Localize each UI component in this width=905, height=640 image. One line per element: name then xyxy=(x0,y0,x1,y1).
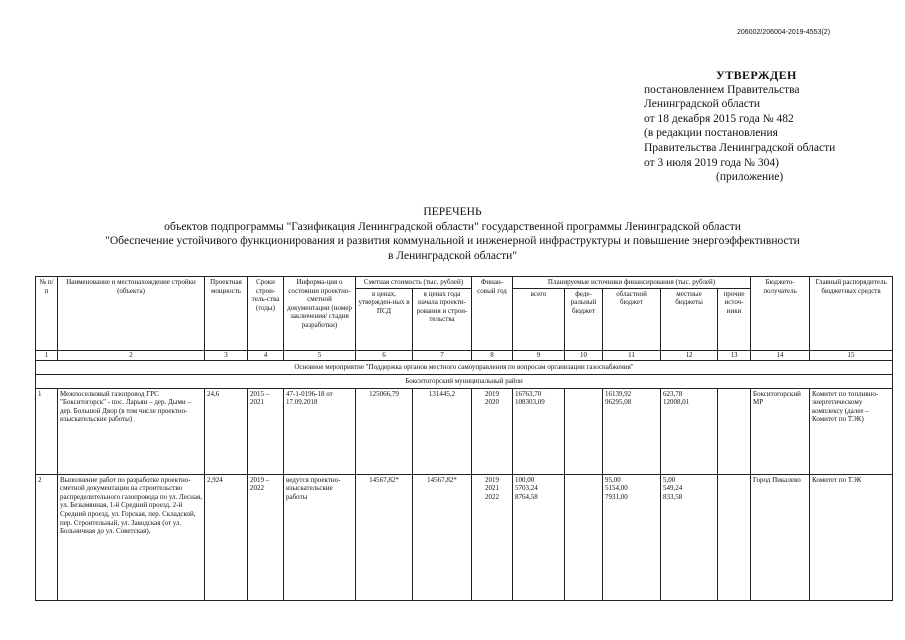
row-info: 47-1-0196-18 от 17.09.2018 xyxy=(284,388,356,474)
col-number: 6 xyxy=(356,350,413,360)
approval-block xyxy=(644,68,835,185)
col-number: 11 xyxy=(603,350,661,360)
header-recipient: Бюджето-получатель xyxy=(751,277,810,351)
objects-table xyxy=(35,276,893,601)
local-value: 623,78 xyxy=(663,389,683,398)
col-number: 12 xyxy=(661,350,718,360)
row-recipient: Город Пикалево xyxy=(751,474,810,600)
row-num: 1 xyxy=(36,388,58,474)
year-value: 2020 xyxy=(485,398,500,407)
document-number: 206002/206004-2019-4553(2) xyxy=(737,29,831,36)
total-value: 100,00 xyxy=(515,475,535,484)
row-name: Выполнение работ по разработке проектно-сметной документации на строительство распределительного газопровода по ул. Лесная, ул. Безымянная, 1-й Средний проезд, 2-й Средний проезд, ул. Горская, пер. Складской, пер. Строительный, ул. Заводская (от ул. Больничная до ул. Советская), xyxy=(58,474,205,600)
year-value: 2019 xyxy=(485,475,500,484)
row-cost-current: 131445,2 xyxy=(413,388,472,474)
col-number: 1 xyxy=(36,350,58,360)
row-cost-current: 14567,82* xyxy=(413,474,472,600)
col-number: 5 xyxy=(284,350,356,360)
column-numbers-row xyxy=(36,350,893,360)
row-capacity: 2,924 xyxy=(205,474,248,600)
year-value: 2022 xyxy=(485,492,500,501)
col-number: 13 xyxy=(718,350,751,360)
heading-line: объектов подпрограммы "Газификация Ленинградской области" государственной программы Ленинградской области xyxy=(164,220,741,233)
col-number: 14 xyxy=(751,350,810,360)
row-local xyxy=(661,388,718,474)
row-years xyxy=(472,474,513,600)
approval-line: (приложение) xyxy=(716,171,784,184)
regional-value: 96295,08 xyxy=(605,398,632,407)
heading-line: "Обеспечение устойчивого функционирования и развития коммунальной и инженерной инфраструктуры и повышение энергоэффективности xyxy=(105,235,800,248)
row-regional xyxy=(603,388,661,474)
header-other: прочие источ-ники xyxy=(718,288,751,350)
header-name: Наименование и местонахождение стройки (объекта) xyxy=(58,277,205,351)
row-num: 2 xyxy=(36,474,58,600)
local-value: 549,24 xyxy=(663,484,683,493)
header-total: всего xyxy=(513,288,565,350)
col-number: 10 xyxy=(565,350,603,360)
approval-line: Правительства Ленинградской области xyxy=(644,141,836,154)
total-value: 8764,58 xyxy=(515,492,538,501)
row-federal xyxy=(565,474,603,600)
approval-line: Ленинградской области xyxy=(644,98,761,111)
local-value: 5,00 xyxy=(663,475,676,484)
regional-value: 5154,00 xyxy=(605,484,628,493)
district-row xyxy=(36,374,893,388)
approval-line: (в редакции постановления xyxy=(644,127,778,140)
col-number: 3 xyxy=(205,350,248,360)
row-manager: Комитет по ТЭК xyxy=(810,474,893,600)
regional-value: 95,00 xyxy=(605,475,621,484)
header-local: местные бюджеты xyxy=(661,288,718,350)
regional-value: 16139,92 xyxy=(605,389,632,398)
approval-title: УТВЕРЖДЕН xyxy=(716,68,797,82)
header-row xyxy=(36,277,893,289)
row-cost-psd: 125066,79 xyxy=(356,388,413,474)
document-heading xyxy=(0,205,905,264)
row-other xyxy=(718,474,751,600)
header-terms: Сроки строи-тель-ства (годы) xyxy=(248,277,284,351)
approval-line: постановлением Правительства xyxy=(644,83,800,96)
regional-value: 7931,00 xyxy=(605,492,628,501)
header-capacity: Проектная мощность xyxy=(205,277,248,351)
district-title: Бокситогорский муниципальный район xyxy=(36,374,893,388)
header-fin-year: Финан-совый год xyxy=(472,277,513,351)
local-value: 12008,01 xyxy=(663,398,690,407)
row-terms: 2015 – 2021 xyxy=(248,388,284,474)
col-number: 15 xyxy=(810,350,893,360)
header-regional: областной бюджет xyxy=(603,288,661,350)
year-value: 2021 xyxy=(485,484,500,493)
header-num: № п/п xyxy=(36,277,58,351)
row-name: Межпоселковый газопровод ГРС "Бокситогорск" - пос. Ларьян – дер. Дыми – дер. Большой Двор (в том числе проектно-изыскательские работы) xyxy=(58,388,205,474)
row-total xyxy=(513,388,565,474)
header-info: Информа-ция о состоянии проектно-сметной документации (номер заключения/ стадия разработки) xyxy=(284,277,356,351)
row-total xyxy=(513,474,565,600)
local-value: 833,58 xyxy=(663,492,683,501)
col-number: 8 xyxy=(472,350,513,360)
row-other xyxy=(718,388,751,474)
row-manager: Комитет по топливно-энергетическому комплексу (далее – Комитет по ТЭК) xyxy=(810,388,893,474)
row-years xyxy=(472,388,513,474)
row-capacity: 24,6 xyxy=(205,388,248,474)
header-cost-psd: в ценах, утвержден-ных в ПСД xyxy=(356,288,413,350)
row-local xyxy=(661,474,718,600)
approval-line: от 18 декабря 2015 года № 482 xyxy=(644,112,794,125)
row-federal xyxy=(565,388,603,474)
total-value: 5703,24 xyxy=(515,484,538,493)
heading-title: ПЕРЕЧЕНЬ xyxy=(423,206,482,218)
col-number: 7 xyxy=(413,350,472,360)
row-terms: 2019 – 2022 xyxy=(248,474,284,600)
row-info: ведутся проектно-изыскательские работы xyxy=(284,474,356,600)
row-recipient: Бокситогорский МР xyxy=(751,388,810,474)
table-row xyxy=(36,474,893,600)
year-value: 2019 xyxy=(485,389,500,398)
row-cost-psd: 14567,82* xyxy=(356,474,413,600)
col-number: 9 xyxy=(513,350,565,360)
header-sources: Планируемые источники финансирования (тыс. рублей) xyxy=(513,277,751,289)
approval-line: от 3 июля 2019 года № 304) xyxy=(644,156,779,169)
header-cost: Сметная стоимость (тыс. рублей) xyxy=(356,277,472,289)
col-number: 4 xyxy=(248,350,284,360)
section-title: Основное мероприятие "Поддержка органов местного самоуправления по вопросам организации газоснабжения" xyxy=(36,360,893,374)
row-regional xyxy=(603,474,661,600)
table-row xyxy=(36,388,893,474)
total-value: 16763,70 xyxy=(515,389,542,398)
total-value: 108303,09 xyxy=(515,398,545,407)
section-row xyxy=(36,360,893,374)
header-cost-current: в ценах года начала проекти-рования и строи-тельства xyxy=(413,288,472,350)
col-number: 2 xyxy=(58,350,205,360)
header-manager: Главный распорядитель бюджетных средств xyxy=(810,277,893,351)
heading-line: в Ленинградской области" xyxy=(387,250,518,263)
header-federal: феде-ральный бюджет xyxy=(565,288,603,350)
